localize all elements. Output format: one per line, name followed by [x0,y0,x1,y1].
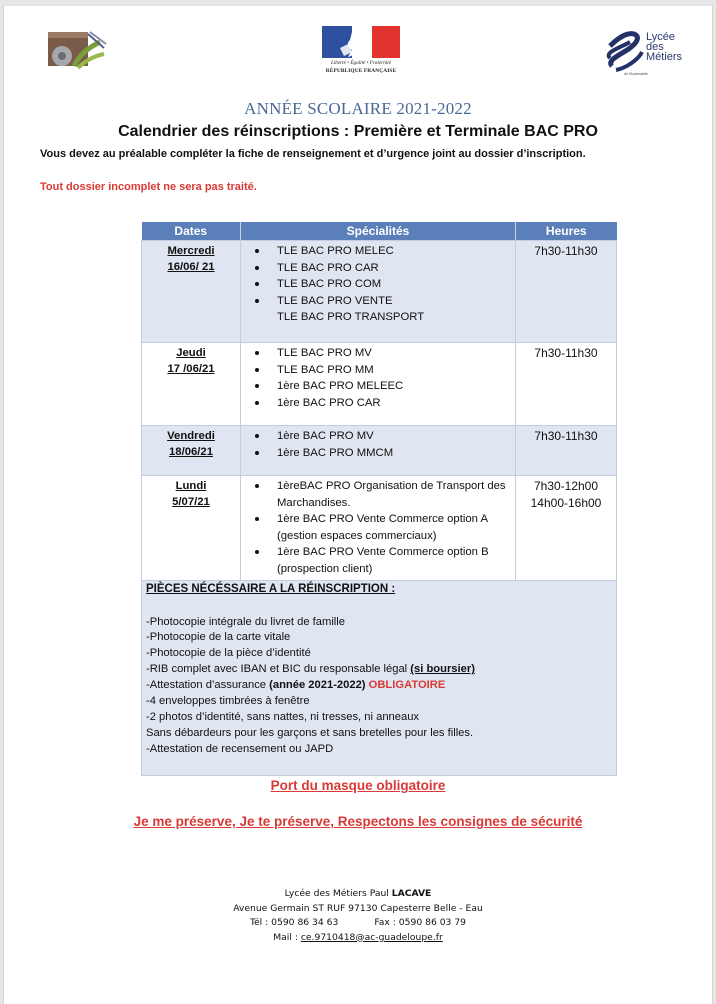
logo-line1: Lycée [646,31,675,43]
logo-subtitle: de l'Automobile [624,72,648,76]
list-item: TLE BAC PRO TRANSPORT [277,311,425,324]
mask-notice: Port du masque obligatoire [270,778,446,793]
required-documents-title: PIÈCES NÉCÉSSAIRE A LA RÉINSCRIPTION : [146,582,396,595]
list-item: 1ère BAC PRO Vente Commerce option B (prospection client) [245,544,511,577]
hours-cell [516,241,617,343]
logo-line2: des [646,41,664,53]
mail-link[interactable]: ce.9710418@ac-guadeloupe.fr [300,931,443,943]
day-label: Mercredi [167,245,215,257]
specialties-cell [241,476,516,581]
boursier-note: (si boursier) [410,663,475,676]
list-item: TLE BAC PRO COM [245,276,511,293]
list-item: -Photocopie de la carte vitale [146,631,291,644]
hours-label: 7h30-11h30 [534,346,598,360]
lycee-logo-text [646,32,682,62]
specialties-cell [241,426,516,476]
list-item: 1ère BAC PRO CAR [245,395,511,412]
obligatoire-label: OBLIGATOIRE [365,679,446,692]
swirl-icon [604,30,646,74]
incomplete-warning: Tout dossier incomplet ne sera pas traité. [40,181,257,193]
list-item: TLE BAC PRO MELEC [245,243,511,260]
marianne-icon [338,30,366,58]
insurance-year: (année 2021-2022) [269,679,366,692]
footer-contact [4,887,712,945]
list-item: 1ère BAC PRO MMCM [245,445,511,462]
date-label: 17 /06/21 [167,363,215,375]
table-row [142,426,617,476]
intro-text: Vous devez au préalable compléter la fiche de renseignement et d’urgence joint au dossier d’inscription. [40,148,586,160]
list-item: TLE BAC PRO VENTE [245,293,511,310]
day-label: Vendredi [167,430,215,442]
safety-notice: Je me préserve, Je te préserve, Respectons les consignes de sécurité [133,814,583,829]
date-label: 18/06/21 [169,446,213,458]
date-cell [142,241,241,343]
date-cell [142,476,241,581]
specialties-cell [241,241,516,343]
footer-address: Avenue Germain ST RUF 97130 Capesterre Belle - Eau [233,902,483,914]
day-label: Jeudi [176,347,206,359]
hours-label: 7h30-11h30 [534,244,598,258]
school-name: LACAVE [391,888,432,899]
fax: Fax : 0590 86 03 79 [374,917,467,928]
date-label: 5/07/21 [172,496,210,508]
school-emblem-logo [44,28,110,72]
required-documents-row [142,580,617,775]
date-label: 16/06/ 21 [167,261,215,273]
specialties-cell [241,343,516,426]
list-item: -4 enveloppes timbrées à fenêtre [146,695,310,708]
table-row [142,476,617,581]
header-specialites: Spécialités [241,222,516,241]
list-item: 1ère BAC PRO MELEEC [245,378,511,395]
list-item: TLE BAC PRO CAR [245,260,511,277]
required-documents-list [146,615,612,758]
table-header-row [142,222,617,241]
list-item: -Attestation d’assurance (année 2021-2022) OBLIGATOIRE [146,679,446,692]
calendar-title: Calendrier des réinscriptions : Première et Terminale BAC PRO [118,123,598,140]
lycee-des-metiers-logo [604,28,699,80]
day-label: Lundi [175,480,207,492]
list-item: -Photocopie intégrale du livret de famille [146,615,345,628]
list-item: -Photocopie de la pièce d’identité [146,647,311,660]
hours-label: 7h30-11h30 [534,429,598,443]
list-item: -Attestation de recensement ou JAPD [146,742,334,755]
table-row [142,343,617,426]
list-item: Sans débardeurs pour les garçons et sans bretelles pour les filles. [146,726,474,739]
list-item: 1ère BAC PRO Vente Commerce option A (gestion espaces commerciaux) [245,511,511,544]
gear-wheat-icon [44,28,110,72]
hours-cell [516,343,617,426]
date-cell [142,343,241,426]
document-page [3,6,713,1004]
republique-text: RÉPUBLIQUE FRANÇAISE [325,68,397,74]
footer-school: Lycée des Métiers Paul LACAVE [284,888,432,899]
footer-mail: Mail : ce.9710418@ac-guadeloupe.fr [273,931,443,943]
required-documents-cell [142,580,617,775]
list-item: -2 photos d’identité, sans nattes, ni tresses, ni anneaux [146,711,420,723]
hours-label: 14h00-16h00 [530,496,602,510]
footer-phones [4,916,712,931]
school-year-title: ANNÉE SCOLAIRE 2021-2022 [244,99,472,118]
logo-line3: Métiers [646,51,683,63]
list-item: -RIB complet avec IBAN et BIC du responsable légal (si boursier) [146,663,475,676]
list-item: TLE BAC PRO MV [245,345,511,362]
republique-francaise-logo [320,26,402,76]
list-item: 1èreBAC PRO Organisation de Transport des Marchandises. [245,478,511,511]
header-heures: Heures [516,222,617,241]
phone: Tél : 0590 86 34 63 [249,917,339,928]
hours-label: 7h30-12h00 [533,479,599,493]
reinscription-schedule-table [141,222,617,776]
devise-text: Liberté • Égalité • Fraternité [330,60,392,66]
list-item: TLE BAC PRO MM [245,362,511,379]
hours-cell [516,426,617,476]
header-dates: Dates [142,222,241,241]
list-item: 1ère BAC PRO MV [245,428,511,445]
date-cell [142,426,241,476]
hours-cell [516,476,617,581]
table-row [142,241,617,343]
